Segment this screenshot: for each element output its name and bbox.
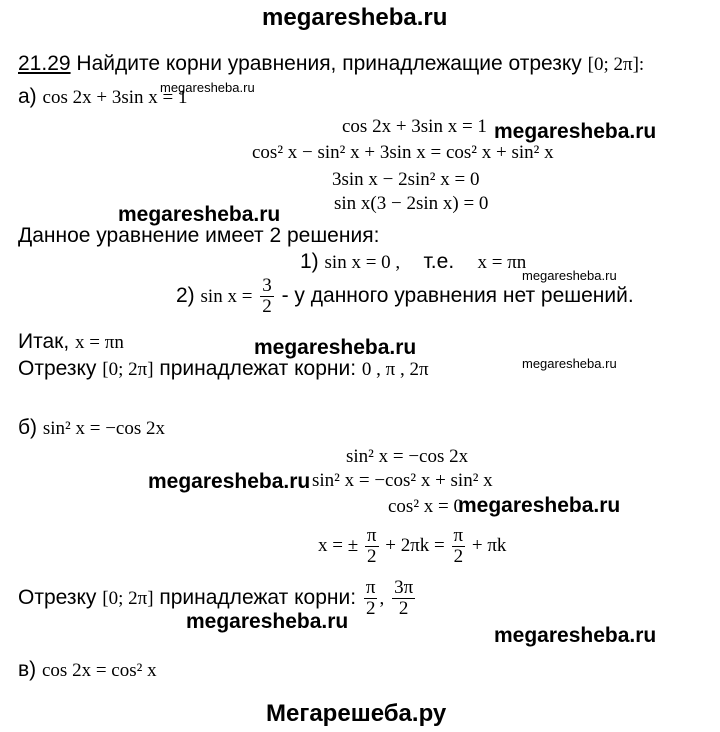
step4-lhs: x = ± <box>318 534 359 556</box>
watermark: megaresheba.ru <box>458 494 621 517</box>
part-a-step2: cos² x − sin² x + 3sin x = cos² x + sin² x <box>252 142 554 163</box>
watermark: megaresheba.ru <box>118 203 281 226</box>
roots-text2: принадлежат корни: <box>159 357 357 380</box>
watermark: megaresheba.ru <box>160 80 255 95</box>
part-b-equation: sin² x = −cos 2x <box>42 418 166 439</box>
step4-num-2: π <box>453 525 464 546</box>
part-c-heading <box>18 658 157 682</box>
site-footer: Мегарешеба.ру <box>266 700 447 727</box>
sol2-label: 2) <box>176 284 195 308</box>
sol1-equation: sin x = 0 , <box>324 252 401 273</box>
itak-word: Итак, <box>18 330 70 353</box>
part-b-heading <box>18 416 165 440</box>
root1-fraction <box>364 578 378 619</box>
part-a-step4: sin x(3 − 2sin x) = 0 <box>334 193 489 214</box>
part-a-solution-2 <box>176 276 634 317</box>
watermark: megaresheba.ru <box>522 268 617 283</box>
sol2-text: - у данного уравнения нет решений. <box>281 284 634 308</box>
roots-text2: принадлежат корни: <box>159 586 357 610</box>
step4-fraction-2 <box>452 526 466 567</box>
step4-den-1: 2 <box>366 546 377 567</box>
sol2-fraction <box>260 276 274 317</box>
part-a-roots <box>18 357 429 381</box>
step4-num-1: π <box>366 525 377 546</box>
root1-num: π <box>365 577 376 598</box>
roots-values: 0 , π , 2π <box>361 359 429 380</box>
part-c-equation: cos 2x = cos² x <box>42 660 157 681</box>
part-b-step3: cos² x = 0 <box>388 496 463 517</box>
problem-number: 21.29 <box>18 52 71 75</box>
watermark: megaresheba.ru <box>186 610 349 633</box>
root-separator: , <box>379 588 385 610</box>
part-a-label: а) <box>18 85 37 108</box>
root2-den: 2 <box>398 598 409 619</box>
step4-fraction-1 <box>365 526 379 567</box>
sol1-label: 1) <box>300 250 319 273</box>
part-b-step2: sin² x = −cos² x + sin² x <box>312 470 493 491</box>
part-a-step1: cos 2x + 3sin x = 1 <box>342 116 487 137</box>
part-a-two-solutions: Данное уравнение имеет 2 решения: <box>18 224 380 247</box>
step4-mid: + 2πk = <box>385 534 445 556</box>
sol2-lhs: sin x = <box>200 286 253 308</box>
watermark: megaresheba.ru <box>254 336 417 359</box>
watermark: megaresheba.ru <box>148 470 311 493</box>
sol1-result: x = πn <box>477 252 527 273</box>
root1-den: 2 <box>365 598 376 619</box>
itak-result: x = πn <box>75 332 124 353</box>
problem-statement <box>18 52 644 76</box>
roots-text: Отрезку <box>18 357 97 380</box>
root2-fraction <box>392 578 415 619</box>
part-a-solution-1 <box>300 250 526 274</box>
step4-den-2: 2 <box>453 546 464 567</box>
sol2-numerator: 3 <box>262 275 272 296</box>
step4-tail: + πk <box>471 534 507 556</box>
root2-num: 3π <box>394 577 414 598</box>
site-header: megaresheba.ru <box>262 4 448 31</box>
sol1-te: т.е. <box>423 250 455 273</box>
part-b-label: б) <box>18 416 38 439</box>
part-a-step3: 3sin x − 2sin² x = 0 <box>332 169 480 190</box>
roots-interval: [0; 2π] <box>102 359 154 380</box>
roots-text: Отрезку <box>18 586 97 610</box>
problem-text: Найдите корни уравнения, принадлежащие отрезку <box>76 52 582 75</box>
watermark: megaresheba.ru <box>494 624 657 647</box>
roots-interval: [0; 2π] <box>102 588 154 610</box>
part-a-itak <box>18 330 124 354</box>
part-b-step1: sin² x = −cos 2x <box>346 446 469 467</box>
watermark: megaresheba.ru <box>494 120 657 143</box>
sol2-denominator: 2 <box>262 296 272 317</box>
part-a-equation: cos 2x + 3sin x = 1 <box>42 87 188 108</box>
part-b-step4 <box>318 526 506 567</box>
part-c-label: в) <box>18 658 37 681</box>
watermark: megaresheba.ru <box>522 356 617 371</box>
problem-interval: [0; 2π]: <box>587 54 645 75</box>
